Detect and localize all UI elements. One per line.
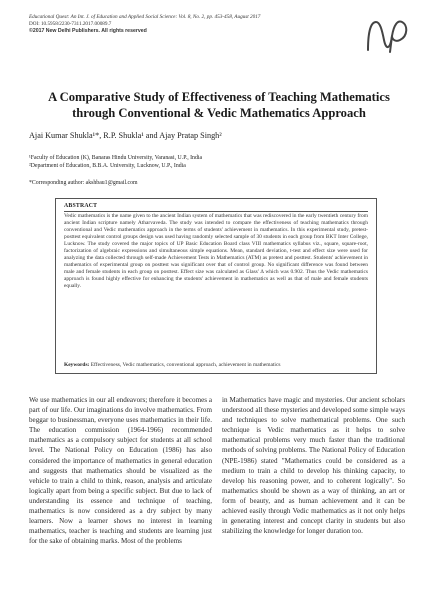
- journal-header: [29, 14, 359, 36]
- paper-title: A Comparative Study of Effectiveness of Teaching Mathematics through Conventional & Vedic Mathematics Approach: [48, 90, 390, 120]
- corresponding-author: *Corresponding author: akshbau1@gmail.com: [29, 180, 138, 186]
- body-column-right: in Mathematics have magic and mysteries. Our ancient scholars understood all these mysteries and developed some simple ways and techniques to solve mathematical problems. One such technique is Vedic mathematics as it helps to solve mathematical problems very much faster than the traditional methods of solving problems. The National Policy of Education (NPE-1986) stated "Mathematics could be considered as a medium to train a child to develop his thinking capacity, to develop his reasoning power, and to coherent logically". So mathematics should be shown as a way of thinking, an art or form of beauty, and as human achievement and it can be achieved easily through Vedic mathematics as it not only helps in generating interest and concept clarity in students but also stabilizing the knowledge for longer duration too.: [222, 396, 405, 536]
- keywords-line: [64, 362, 368, 368]
- affiliation-1: ¹Faculty of Education (K), Banaras Hindu University, Varanasi, U.P., India: [29, 155, 203, 161]
- abstract-divider: [64, 211, 368, 212]
- copyright-notice: ©2017 New Delhi Publishers. All rights reserved: [29, 28, 147, 35]
- keywords-text: Effectiveness, Vedic mathematics, conventional approach, achievement in mathematics: [90, 362, 281, 368]
- body-column-left: We use mathematics in our all endeavors; therefore it becomes a part of our life. Our imaginations do involve mathematics. From beggar to businessman, everyone uses mathematics in their life. The education commission (1964-1966) recommended mathematics as a compulsory subject for students at all school level. The National Policy on Education (1986) has also considered the importance of mathematics in general education and suggests that mathematics should be visualized as the vehicle to train a child to think, reason, analysis and articulate logically apart from being a specific subject. But due to lack of understanding its essence and technique of teaching, mathematics is now considered as a dry subject by many learners. Now a learner shows no interest in learning mathematics, teacher is teaching and students are learning just for the sake of obtaining marks. Most of the problems: [29, 396, 212, 546]
- keywords-label: Keywords:: [64, 362, 90, 368]
- affiliation-2: ²Department of Education, B.B.A. University, Lucknow, U.P., India: [29, 163, 186, 170]
- affiliations: [29, 154, 409, 171]
- abstract-text: Vedic mathematics is the name given to the ancient Indian system of mathematics that was rediscovered in the early twentieth century from ancient Indian scripture namely Atharvaveda. The study was intended to compare the effectiveness of teaching mathematics through conventional and Vedic mathematics approach in the terms of students' achievement in mathematics. In this experimental study, pretest-posttest equivalent control groups design was used having randomly selected sample of 30 students in each group from BKT Inter College, Lucknow. The study covered the major topics of UP Basic Education Board class VIII mathematics syllabus viz., square, square-root, factorization of algebraic expressions and simultaneous simple equations. Mean, standard deviation, t-test and effect size were used for analyzing the data collected through self-made Achievement Tests in Mathematics (ATM) as pretest and posttest. Students' achievement in mathematics of experimental group on posttest was significant over that of control group. No significant difference was found between male and female students in each group on posttest. Effect size was calculated as Glass' Δ which was 0.902. Thus the Vedic mathematics approach is found highly effective for enhancing the students' achievement in mathematics as well as that of male and female students equally.: [64, 213, 368, 290]
- abstract-box: [55, 198, 377, 374]
- abstract-heading: ABSTRACT: [64, 203, 98, 209]
- author-list: Ajai Kumar Shukla¹*, R.P. Shukla¹ and Ajay Pratap Singh²: [29, 131, 222, 140]
- doi: DOI: 10.5958/2230-7311.2017.00089.7: [29, 21, 112, 28]
- journal-citation: Educational Quest: An Int. J. of Education and Applied Social Science: Vol. 8, No. 2, pp. 453-458, August 2017: [29, 14, 261, 20]
- publisher-logo-icon: [362, 16, 412, 56]
